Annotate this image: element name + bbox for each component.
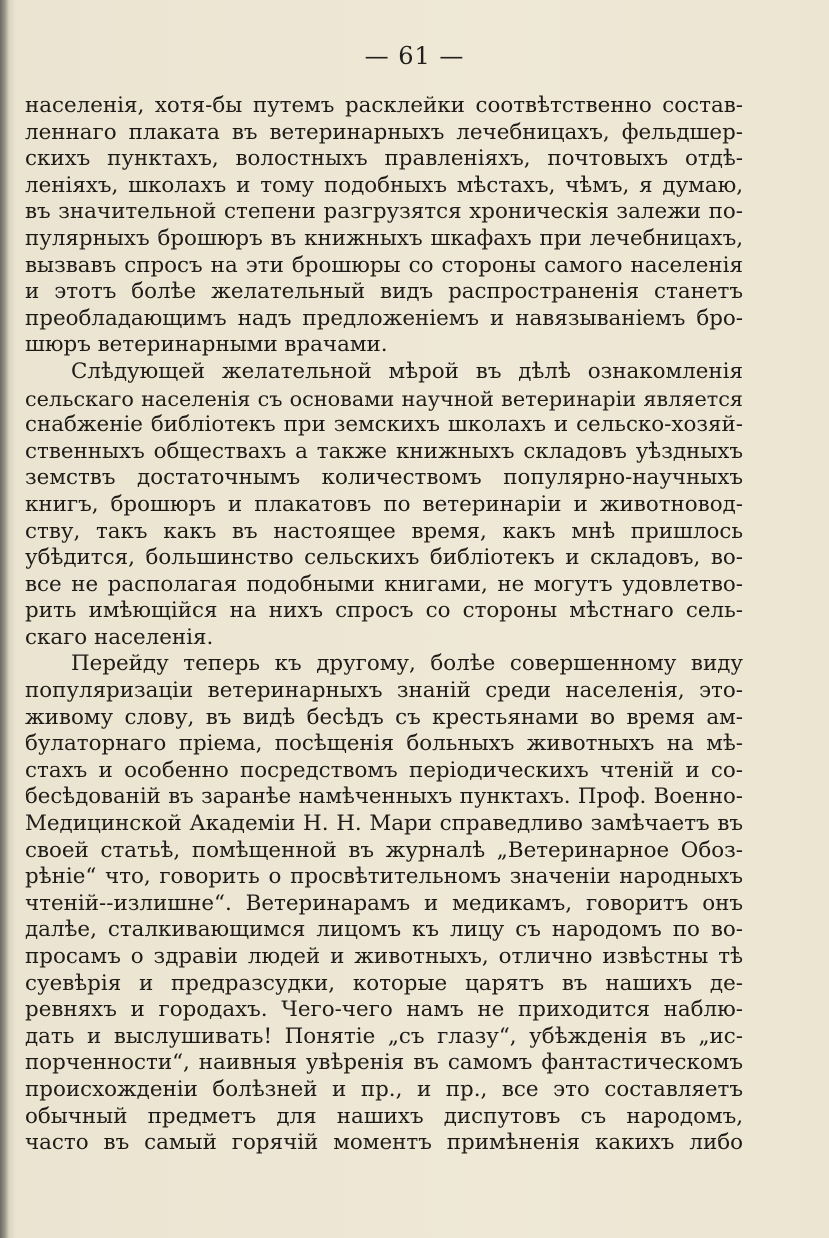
text-line: пулярныхъ брошюръ въ книжныхъ шкафахъ при лечебницахъ,	[25, 225, 743, 251]
text-line: обычный предметъ для нашихъ диспутовъ съ народомъ,	[25, 1103, 743, 1129]
text-line: преобладающимъ надъ предложеніемъ и навязываніемъ бро-	[25, 305, 743, 331]
text-line: и этотъ болѣе желательный видъ распространенія станетъ	[25, 279, 743, 305]
page-number: — 61 —	[364, 42, 465, 70]
text-line: дать и выслушивать! Понятіе „съ глазу“, убѣжденія въ „ис-	[25, 1023, 743, 1049]
text-line: часто въ самый горячій моментъ примѣненія какихъ либо	[25, 1130, 743, 1156]
text-line: ству, такъ какъ въ настоящее время, какъ мнѣ пришлось	[25, 518, 743, 544]
text-line: снабженіе библіотекъ при земскихъ школахъ и сельско-хозяй-	[25, 412, 743, 438]
text-line: своей статьѣ, помѣщенной въ журналѣ „Ветеринарное Обоз-	[25, 837, 743, 863]
text-line: ственныхъ обществахъ а также книжныхъ складовъ уѣздныхъ	[25, 438, 743, 464]
text-line: леніяхъ, школахъ и тому подобныхъ мѣстахъ, чѣмъ, я думаю,	[25, 172, 743, 198]
text-line: скаго населенія.	[25, 624, 214, 650]
text-line: Слѣдующей желательной мѣрой въ дѣлѣ ознакомленія	[71, 358, 743, 384]
text-line: леннаго плаката въ ветеринарныхъ лечебницахъ, фельдшер-	[25, 119, 743, 145]
text-line: суевѣрія и предразсудки, которые царятъ въ нашихъ де-	[25, 970, 743, 996]
text-line: вызвавъ спросъ на эти брошюры со стороны самого населенія	[25, 252, 743, 278]
text-line: книгъ, брошюръ и плакатовъ по ветеринаріи и животновод-	[25, 491, 743, 517]
text-line: скихъ пунктахъ, волостныхъ правленіяхъ, почтовыхъ отдѣ-	[25, 146, 743, 172]
text-line: ревняхъ и городахъ. Чего-чего намъ не приходится наблю-	[25, 997, 743, 1023]
text-line: стахъ и особенно посредствомъ періодическихъ чтеній и со-	[25, 757, 743, 783]
text-line: далѣе, сталкивающимся лицомъ къ лицу съ народомъ по во-	[25, 917, 743, 943]
text-line: въ значительной степени разгрузятся хроническія залежи по-	[25, 199, 743, 225]
text-line: живому слову, въ видѣ бесѣдъ съ крестьянами во время ам-	[25, 704, 743, 730]
text-line: бесѣдованій въ заранѣе намѣченныхъ пунктахъ. Проф. Военно-	[25, 784, 743, 810]
text-line: порченности“, наивныя увѣренія въ самомъ фантастическомъ	[25, 1050, 743, 1076]
text-line: все не располагая подобными книгами, не могутъ удовлетво-	[25, 571, 743, 597]
text-line: популяризаціи ветеринарныхъ знаній среди населенія, это-	[25, 678, 743, 704]
text-line: шюръ ветеринарными врачами.	[25, 332, 388, 358]
text-line: булаторнаго пріема, посѣщенія больныхъ животныхъ на мѣ-	[25, 731, 743, 757]
text-line: земствъ достаточнымъ количествомъ популярно-научныхъ	[25, 465, 743, 491]
text-line: происхожденіи болѣзней и пр., и пр., все это составляетъ	[25, 1076, 743, 1102]
text-line: населенія, хотя-бы путемъ расклейки соотвѣтственно состав-	[25, 93, 743, 118]
text-line: убѣдится, большинство сельскихъ библіотекъ и складовъ, во-	[25, 545, 743, 571]
text-line: сельскаго населенія съ основами научной ветеринаріи является	[25, 386, 743, 411]
text-line: просамъ о здравіи людей и животныхъ, отлично извѣстны тѣ	[25, 944, 743, 969]
text-line: Медицинской Академіи Н. Н. Мари справедливо замѣчаетъ въ	[25, 811, 743, 837]
text-line: чтеній--излишне“. Ветеринарамъ и медикамъ, говоритъ онъ	[25, 890, 743, 916]
text-line: рить имѣющійся на нихъ спросъ со стороны мѣстнаго сель-	[25, 598, 743, 624]
text-line: Перейду теперь къ другому, болѣе совершенному виду	[71, 651, 743, 677]
page-text	[25, 93, 743, 1157]
text-line: рѣніе“ что, говорить о просвѣтительномъ значеніи народныхъ	[25, 864, 743, 890]
